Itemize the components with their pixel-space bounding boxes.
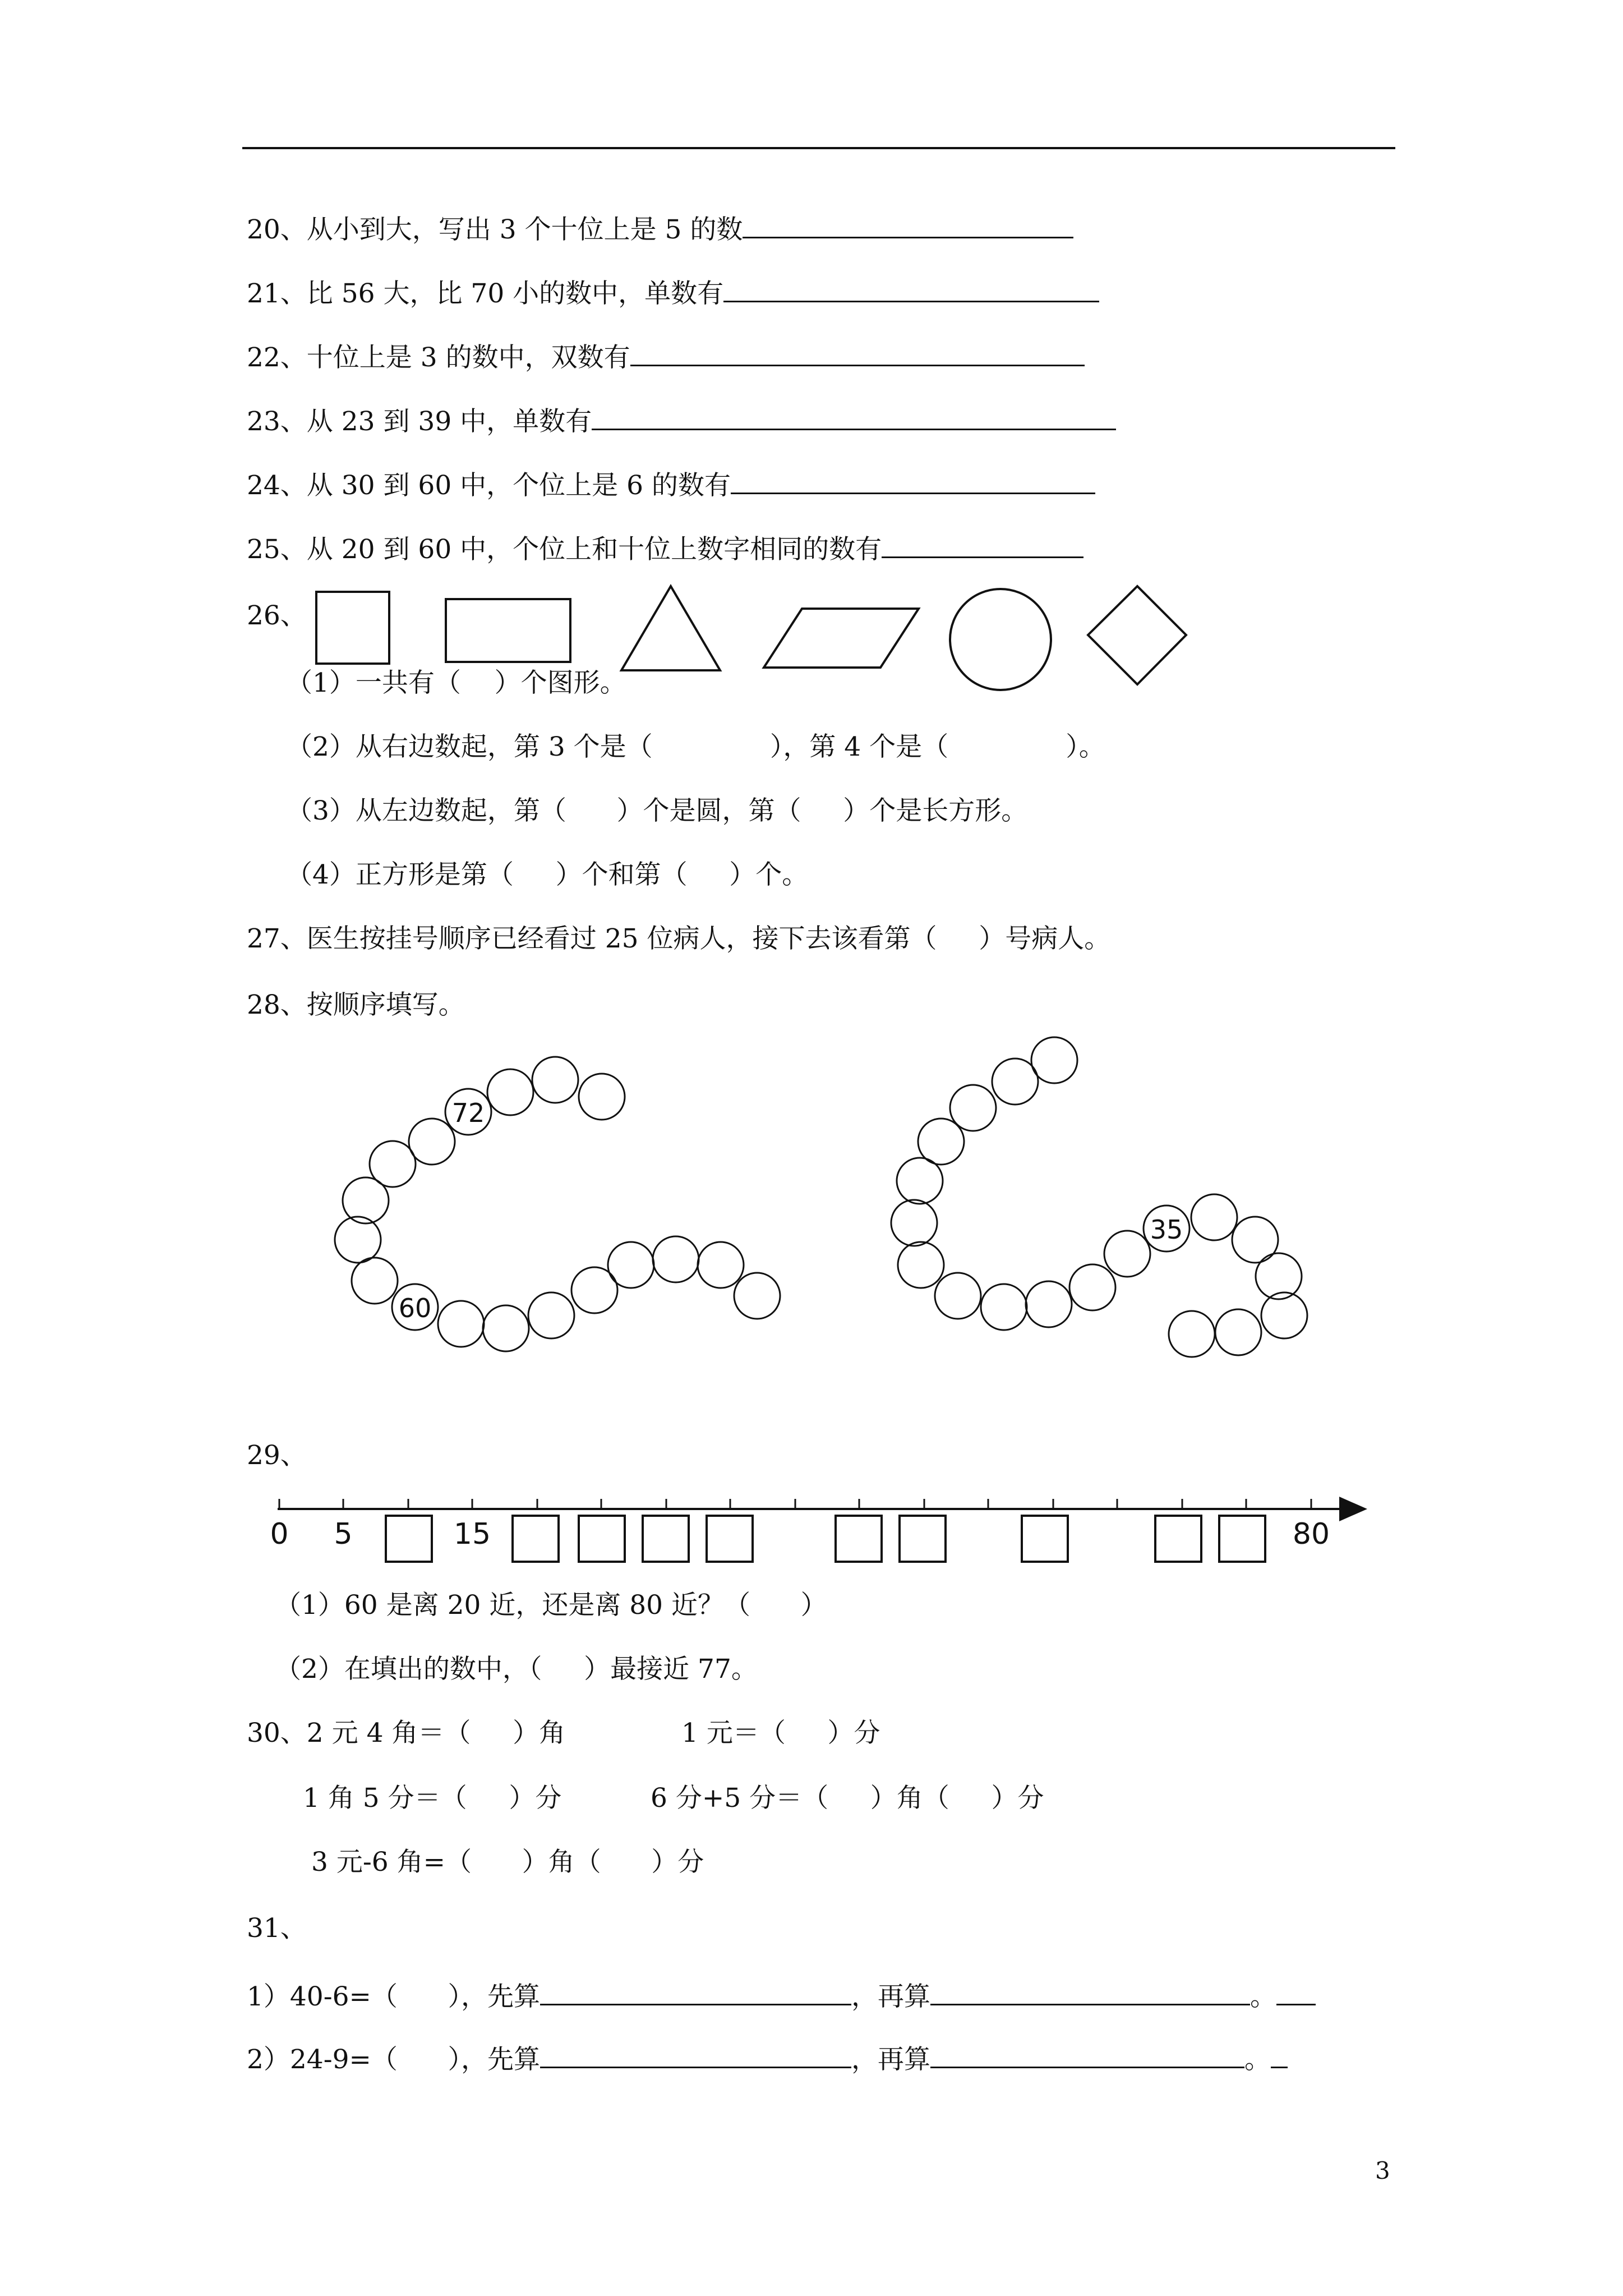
question-22-text: 22、十位上是 3 的数中，双数有 [247, 342, 630, 373]
number-box-70[interactable] [1154, 1515, 1202, 1563]
bead-chain-2 [891, 1037, 1307, 1357]
question-31-row2-then: ，再算 [851, 2044, 931, 2075]
question-26-sub2: （2）从右边数起，第 3 个是（ ），第 4 个是（ ）。 [286, 731, 1105, 762]
answer-blank-24[interactable] [731, 470, 1095, 494]
question-26-sub3: （3）从左边数起，第（ ）个是圆，第（ ）个是长方形。 [286, 795, 1028, 826]
question-30-line1a: 30、2 元 4 角＝（ ）角 [247, 1718, 566, 1749]
bead-label-60: 60 [398, 1293, 432, 1323]
question-25-text: 25、从 20 到 60 中，个位上和十位上数字相同的数有 [247, 534, 882, 565]
number-box-10[interactable] [385, 1515, 433, 1563]
question-30-line2b: 6 分+5 分＝（ ）角（ ）分 [651, 1783, 1044, 1814]
answer-blank-22[interactable] [630, 342, 1085, 366]
question-24 [247, 469, 1095, 503]
answer-blank-21[interactable] [723, 278, 1099, 302]
question-31-row1 [247, 1980, 1316, 2014]
question-21 [247, 277, 1099, 311]
question-28: 28、按顺序填写。 [247, 990, 465, 1020]
number-box-50[interactable] [898, 1515, 947, 1563]
answer-blank-20[interactable] [743, 214, 1073, 238]
triangle-icon [621, 586, 720, 670]
answer-blank-31-2c [1271, 2044, 1288, 2068]
answer-blank-31-1c [1276, 1981, 1316, 2005]
header-rule [242, 147, 1395, 149]
question-30-line2a: 1 角 5 分＝（ ）分 [303, 1783, 562, 1814]
rectangle-icon [446, 599, 570, 662]
question-31-row2-end: 。 [1244, 2044, 1271, 2075]
question-29-sub2: （2）在填出的数中，（ ）最接近 77。 [275, 1654, 758, 1685]
question-31-row2 [247, 2043, 1288, 2077]
number-box-45[interactable] [834, 1515, 883, 1563]
answer-blank-31-1a[interactable] [540, 1981, 851, 2005]
tick-label-15: 15 [453, 1517, 491, 1551]
answer-blank-23[interactable] [592, 406, 1116, 430]
number-box-35[interactable] [706, 1515, 754, 1563]
question-23 [247, 405, 1116, 439]
tick-label-80: 80 [1292, 1517, 1330, 1551]
question-23-text: 23、从 23 到 39 中，单数有 [247, 406, 592, 437]
question-21-text: 21、比 56 大，比 70 小的数中，单数有 [247, 278, 724, 309]
diamond-icon [1088, 586, 1186, 684]
bead-label-35: 35 [1150, 1214, 1183, 1245]
question-31-row1-then: ，再算 [851, 1981, 931, 2012]
number-box-60[interactable] [1021, 1515, 1069, 1563]
question-20-text: 20、从小到大，写出 3 个十位上是 5 的数 [247, 214, 743, 245]
number-box-30[interactable] [642, 1515, 690, 1563]
tick-label-0: 0 [270, 1517, 289, 1551]
question-27: 27、医生按挂号顺序已经看过 25 位病人，接下去该看第（ ）号病人。 [247, 923, 1111, 954]
answer-blank-25[interactable] [882, 534, 1083, 558]
bead-chain-1 [335, 1057, 780, 1351]
tick-label-5: 5 [334, 1517, 353, 1551]
page-number: 3 [1375, 2157, 1390, 2184]
question-26-sub1: （1）一共有（ ）个图形。 [286, 668, 626, 698]
circle-icon [950, 589, 1051, 690]
question-31-row1-end: 。 [1250, 1981, 1277, 2012]
question-20 [247, 213, 1073, 247]
question-31-row1-text: 1）40-6=（ ），先算 [247, 1981, 541, 2012]
question-24-text: 24、从 30 到 60 中，个位上是 6 的数有 [247, 470, 731, 501]
question-29-label: 29、 [247, 1440, 307, 1471]
answer-blank-31-2a[interactable] [540, 2044, 851, 2068]
question-30-line1b: 1 元＝（ ）分 [681, 1718, 880, 1749]
question-26-sub4: （4）正方形是第（ ）个和第（ ）个。 [286, 859, 809, 890]
square-icon [316, 592, 389, 664]
question-30-line3: 3 元-6 角=（ ）角（ ）分 [311, 1847, 704, 1878]
parallelogram-icon [764, 609, 919, 668]
bead-label-72: 72 [451, 1098, 485, 1128]
question-29-sub1: （1）60 是离 20 近，还是离 80 近？（ ） [275, 1590, 827, 1621]
number-box-25[interactable] [578, 1515, 626, 1563]
question-25 [247, 533, 1083, 567]
question-26-label: 26、 [247, 600, 307, 631]
answer-blank-31-1b[interactable] [930, 1981, 1250, 2005]
answer-blank-31-2b[interactable] [930, 2044, 1244, 2068]
question-31-row2-text: 2）24-9=（ ），先算 [247, 2044, 541, 2075]
number-line-arrow-icon [1339, 1497, 1367, 1521]
number-box-75[interactable] [1218, 1515, 1266, 1563]
question-31-label: 31、 [247, 1913, 307, 1944]
number-line-ticks [279, 1499, 1311, 1509]
question-22 [247, 341, 1085, 375]
number-box-20[interactable] [511, 1515, 560, 1563]
